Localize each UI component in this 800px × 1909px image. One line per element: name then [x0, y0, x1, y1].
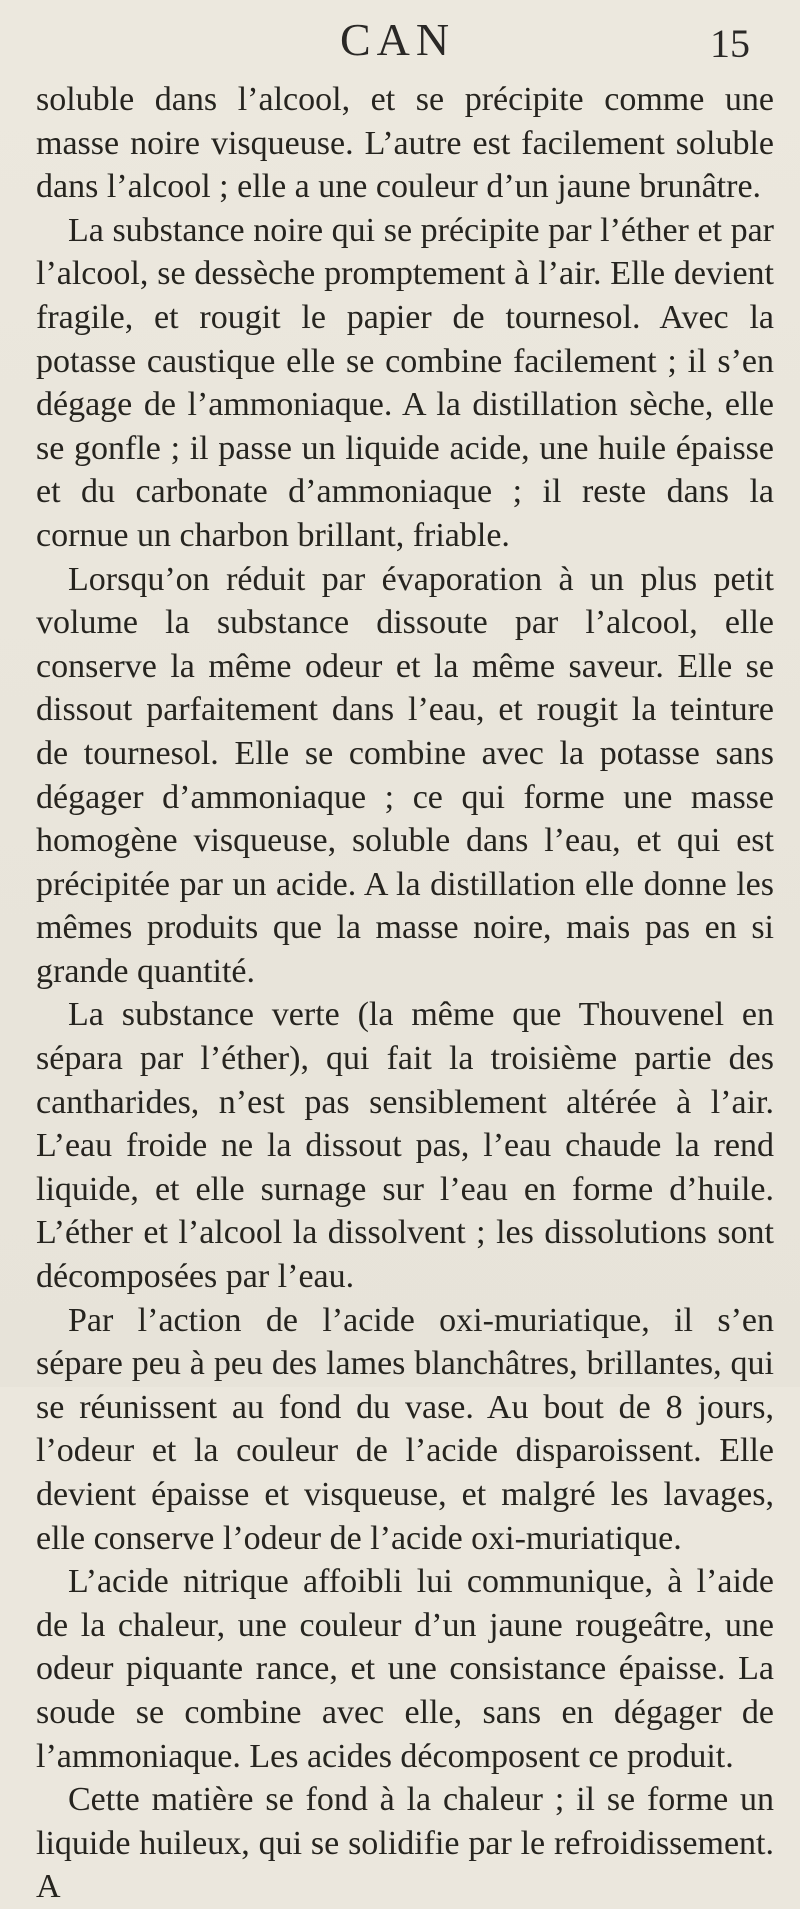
paragraph-green-substance: La substance verte (la même que Thouvenel en sépara par l’éther), qui fait la troisième partie des cantharides, n’est pas sensiblement altérée à l’air. L’eau froide ne la dissout pas, l’eau chaude la rend liquide, et elle surnage sur l’eau en forme d’huile. L’éther et l’alcool la dissolvent ; les dissolutions sont décomposées par l’eau.	[36, 996, 774, 1296]
paragraph-oxi-muriatic-acid: Par l’action de l’acide oxi-muriatique, il s’en sépare peu à peu des lames blanchâtres, brillantes, qui se réunissent au fond du vase. Au bout de 8 jours, l’odeur et la couleur de l’acide disparoissent. Elle devient épaisse et visqueuse, et malgré les lavages, elle conserve l’odeur de l’acide oxi-muriatique.	[36, 1301, 774, 1557]
running-title: CAN	[340, 14, 456, 65]
paragraph-heat: Cette matière se fond à la chaleur ; il se forme un liquide huileux, qui se solidifie par le refroidissement. A	[36, 1781, 774, 1906]
paragraph-black-substance: La substance noire qui se précipite par l’éther et par l’alcool, se dessèche promptement à l’air. Elle devient fragile, et rougit le papier de tournesol. Avec la potasse caustique elle se combine facilement ; il s’en dégage de l’ammoniaque. A la distillation sèche, elle se gonfle ; il passe un liquide acide, une huile épaisse et du carbonate d’ammoniaque ; il reste dans la cornue un charbon brillant, friable.	[36, 211, 774, 554]
running-head	[0, 6, 800, 72]
paragraph-continuation: soluble dans l’alcool, et se précipite comme une masse noire visqueuse. L’autre est facilement soluble dans l’alcool ; elle a une couleur d’un jaune brunâtre.	[36, 81, 774, 206]
paragraph-nitric-acid: L’acide nitrique affoibli lui communique, à l’aide de la chaleur, une couleur d’un jaune rougeâtre, une odeur piquante rance, et une consistance épaisse. La soude se combine avec elle, sans en dégager de l’ammoniaque. Les acides décomposent ce produit.	[36, 1563, 774, 1775]
paragraph-alcohol-substance: Lorsqu’on réduit par évaporation à un plus petit volume la substance dissoute par l’alcool, elle conserve la même odeur et la même saveur. Elle se dissout parfaitement dans l’eau, et rougit la teinture de tournesol. Elle se combine avec la potasse sans dégager d’ammoniaque ; ce qui forme une masse homogène visqueuse, soluble dans l’eau, et qui est précipitée par un acide. A la distillation elle donne les mêmes produits que la masse noire, mais pas en si grande quantité.	[36, 560, 774, 990]
page-number: 15	[710, 21, 750, 66]
body-text	[36, 78, 774, 1909]
